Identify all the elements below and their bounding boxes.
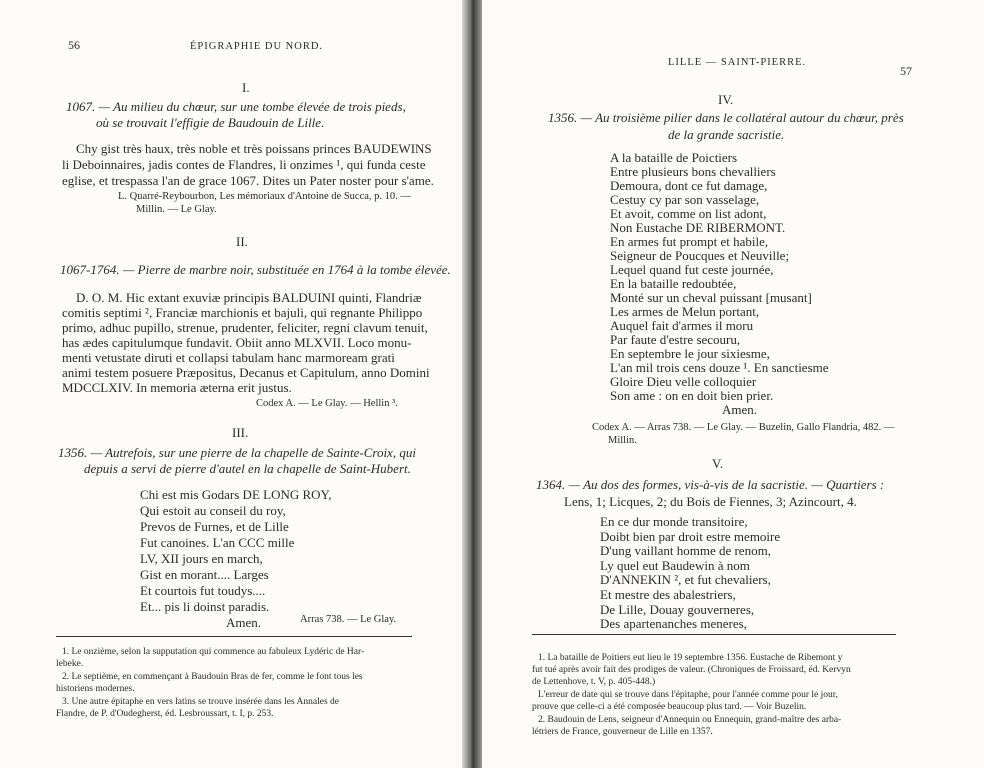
section-5-heading-line-1: 1364. — Au dos des formes, vis-à-vis de la sacristie. — Quartiers : (536, 477, 885, 492)
verse-line: En armes fut prompt et habile, (610, 234, 769, 249)
footnote: historiens modernes. (56, 684, 135, 694)
footnote: 2. Le septième, en commençant à Baudouin Bras de fer, comme le font tous les (62, 672, 363, 682)
section-1-body-line: eglise, et trespassa l'an de grace 1067. Dites un Pater noster pour s'ame. (62, 173, 434, 188)
verse-line: En la bataille redoubtée, (610, 276, 737, 291)
verse-line: D'ung vaillant homme de renom, (600, 543, 771, 559)
footnote: prouve que celle-ci a été composée beaucoup plus tard. — Voir Buzelin. (532, 702, 807, 712)
section-2-heading: 1067-1764. — Pierre de marbre noir, substituée en 1764 à la tombe élevée. (60, 262, 451, 277)
section-1-heading-line-2: où se trouvait l'effigie de Baudouin de Lille. (96, 115, 325, 130)
section-4-heading-line-1: 1356. — Au troisième pilier dans le collatéral autour du chœur, près (548, 110, 904, 125)
section-1-source: L. Quarré-Reybourbon, Les mémoriaux d'Antoine de Succa, p. 10. — (118, 191, 411, 202)
section-4-heading-line-2: de la grande sacristie. (668, 127, 785, 142)
verse-line: Gloire Dieu velle colloquier (610, 374, 757, 389)
section-5-heading-line-2: Lens, 1; Licques, 2; du Bois de Fiennes, 3; Azincourt, 4. (564, 494, 857, 509)
section-2-body-line: D. O. M. Hic extant exuviæ principis BALDUINI quinti, Flandriæ (76, 290, 422, 305)
section-2-body-line: primo, adhuc pupillo, strenue, prudenter, feliciter, regni clavum tenuit, (62, 320, 428, 335)
book-gutter (462, 0, 482, 768)
footnote: 1. Le onzième, selon la supputation qui commence au fabuleux Lydéric de Har- (62, 647, 365, 657)
footnote: létriers de France, gouverneur de Lille en 1357. (532, 727, 713, 737)
section-3-heading-line-2: depuis a servi de pierre d'autel en la chapelle de Saint-Hubert. (84, 461, 411, 476)
footnote: fut tué après avoir fait des prodiges de valeur. (Chroniques de Froissard, éd. Kervyn (532, 665, 851, 675)
running-head-right: LILLE — SAINT-PIERRE. (668, 57, 807, 68)
running-head-left: ÉPIGRAPHIE DU NORD. (190, 41, 324, 52)
section-2-body-line: menti vetustate diruti et collapsi tabulam hanc marmoream grati (62, 350, 395, 365)
section-2-body-line: MDCCLXIV. In memoria æterna erit justus. (62, 380, 292, 395)
section-3-verse-line: Prevos de Furnes, et de Lille (140, 519, 289, 534)
footnote-rule-right (532, 634, 896, 635)
footnote: 2. Baudouin de Lens, seigneur d'Annequin ou Ennequin, grand-maître des arba- (538, 715, 842, 725)
footnote: de Lettenhove, t. V, p. 405-448.) (532, 677, 656, 687)
verse-line: Auquel fait d'armes il moru (610, 318, 754, 333)
verse-line: Lequel quand fut ceste journée, (610, 262, 774, 277)
section-4-source: Millin. (608, 435, 637, 446)
verse-line: Des apartenanches meneres, (600, 616, 747, 632)
section-3-verse-line: Gist en morant.... Larges (140, 567, 269, 582)
verse-line: De Lille, Douay gouverneres, (600, 601, 755, 617)
section-3-source: Arras 738. — Le Glay. (300, 614, 397, 625)
verse-line: Monté sur un cheval puissant [musant] (610, 290, 812, 305)
section-numeral-3: III. (232, 425, 249, 440)
section-3-verse-line: Et... pis li doinst paradis. (140, 599, 270, 614)
verse-amen: Amen. (722, 402, 758, 417)
verse-line: Et mestre des abalestriers, (600, 587, 736, 602)
verse-line: Son ame : on en doit bien prier. (610, 388, 774, 403)
footnote: Flandre, de P. d'Oudegherst, éd. Lesbroussart, t. I, p. 253. (56, 709, 274, 719)
footnote: L'erreur de date qui se trouve dans l'épitaphe, pour l'année comme pour le jour, (538, 690, 838, 700)
section-1-heading-line-1: 1067. — Au milieu du chœur, sur une tombe élevée de trois pieds, (66, 99, 406, 114)
verse-line: Ly quel eut Baudewin à nom (600, 557, 750, 573)
verse-line: Non Eustache DE RIBERMONT. (610, 220, 786, 235)
verse-line: En septembre le jour sixiesme, (610, 346, 770, 361)
verse-line: Seigneur de Poucques et Neuville; (610, 248, 790, 263)
footnote: 3. Une autre épitaphe en vers latins se trouve insérée dans les Annales de (62, 697, 339, 707)
section-2-body-line: comitis septimi ², Franciæ marchionis et bajuli, qui regnante Philippo (62, 305, 423, 320)
verse-line: Demoura, dont ce fut damage, (610, 178, 768, 193)
verse-line: L'an mil trois cens douze ¹. En sanctiesme (610, 360, 829, 375)
page-number-left: 56 (68, 38, 80, 52)
section-2-source: Codex A. — Le Glay. — Hellin ³. (256, 398, 398, 409)
verse-line: D'ANNEKIN ², et fut chevaliers, (600, 572, 771, 588)
left-page (0, 0, 462, 768)
verse-line: A la bataille de Poictiers (610, 150, 738, 165)
section-1-body-line: Chy gist très haux, très noble et très poissans princes BAUDEWINS (76, 141, 432, 156)
section-3-verse-line: Chi est mis Godars DE LONG ROY, (140, 487, 332, 502)
verse-line: Doibt bien par droit estre memoire (600, 528, 781, 544)
verse-line: Entre plusieurs bons chevalliers (610, 164, 776, 179)
verse-line: En ce dur monde transitoire, (600, 514, 748, 529)
section-1-body-line: li Deboinnaires, jadis contes de Flandres, li onzimes ¹, qui funda ceste (62, 157, 426, 172)
section-1-source: Millin. — Le Glay. (136, 204, 217, 215)
footnote: 1. La bataille de Poitiers eut lieu le 19 septembre 1356. Eustache de Ribemont y (538, 653, 843, 663)
section-4-source: Codex A. — Arras 738. — Le Glay. — Buzelin, Gallo Flandria, 482. — (592, 422, 895, 433)
section-3-verse-line: Qui estoit au conseil du roy, (140, 503, 286, 518)
section-numeral-4: IV. (718, 92, 734, 107)
section-3-verse-line: Et courtois fut toudys.... (140, 583, 266, 598)
section-numeral-1: I. (242, 80, 250, 95)
section-3-verse-line: LV, XII jours en march, (140, 551, 263, 566)
section-numeral-5: V. (712, 456, 723, 471)
section-3-verse-line: Fut canoines. L'an CCC mille (140, 535, 295, 550)
section-numeral-2: II. (236, 234, 248, 249)
page-number-right: 57 (900, 64, 912, 78)
right-page (482, 0, 984, 768)
verse-line: Par faute d'estre secouru, (610, 332, 741, 347)
section-2-body-line: has ædes capitulumque fundavit. Obiit anno MLXVII. Loco monu- (62, 335, 412, 350)
verse-line: Et avoit, comme on list adont, (610, 206, 767, 221)
section-3-verse-amen: Amen. (226, 615, 262, 630)
verse-line: Cestuy cy par son vasselage, (610, 192, 760, 207)
section-3-heading-line-1: 1356. — Autrefois, sur une pierre de la chapelle de Sainte-Croix, qui (58, 445, 416, 460)
footnote-rule-left (56, 636, 412, 637)
verse-line: Les armes de Melun portant, (610, 304, 760, 319)
section-2-body-line: animi testem posuere Præpositus, Decanus et Capitulum, anno Domini (62, 365, 430, 380)
footnote: lebeke. (56, 659, 84, 669)
